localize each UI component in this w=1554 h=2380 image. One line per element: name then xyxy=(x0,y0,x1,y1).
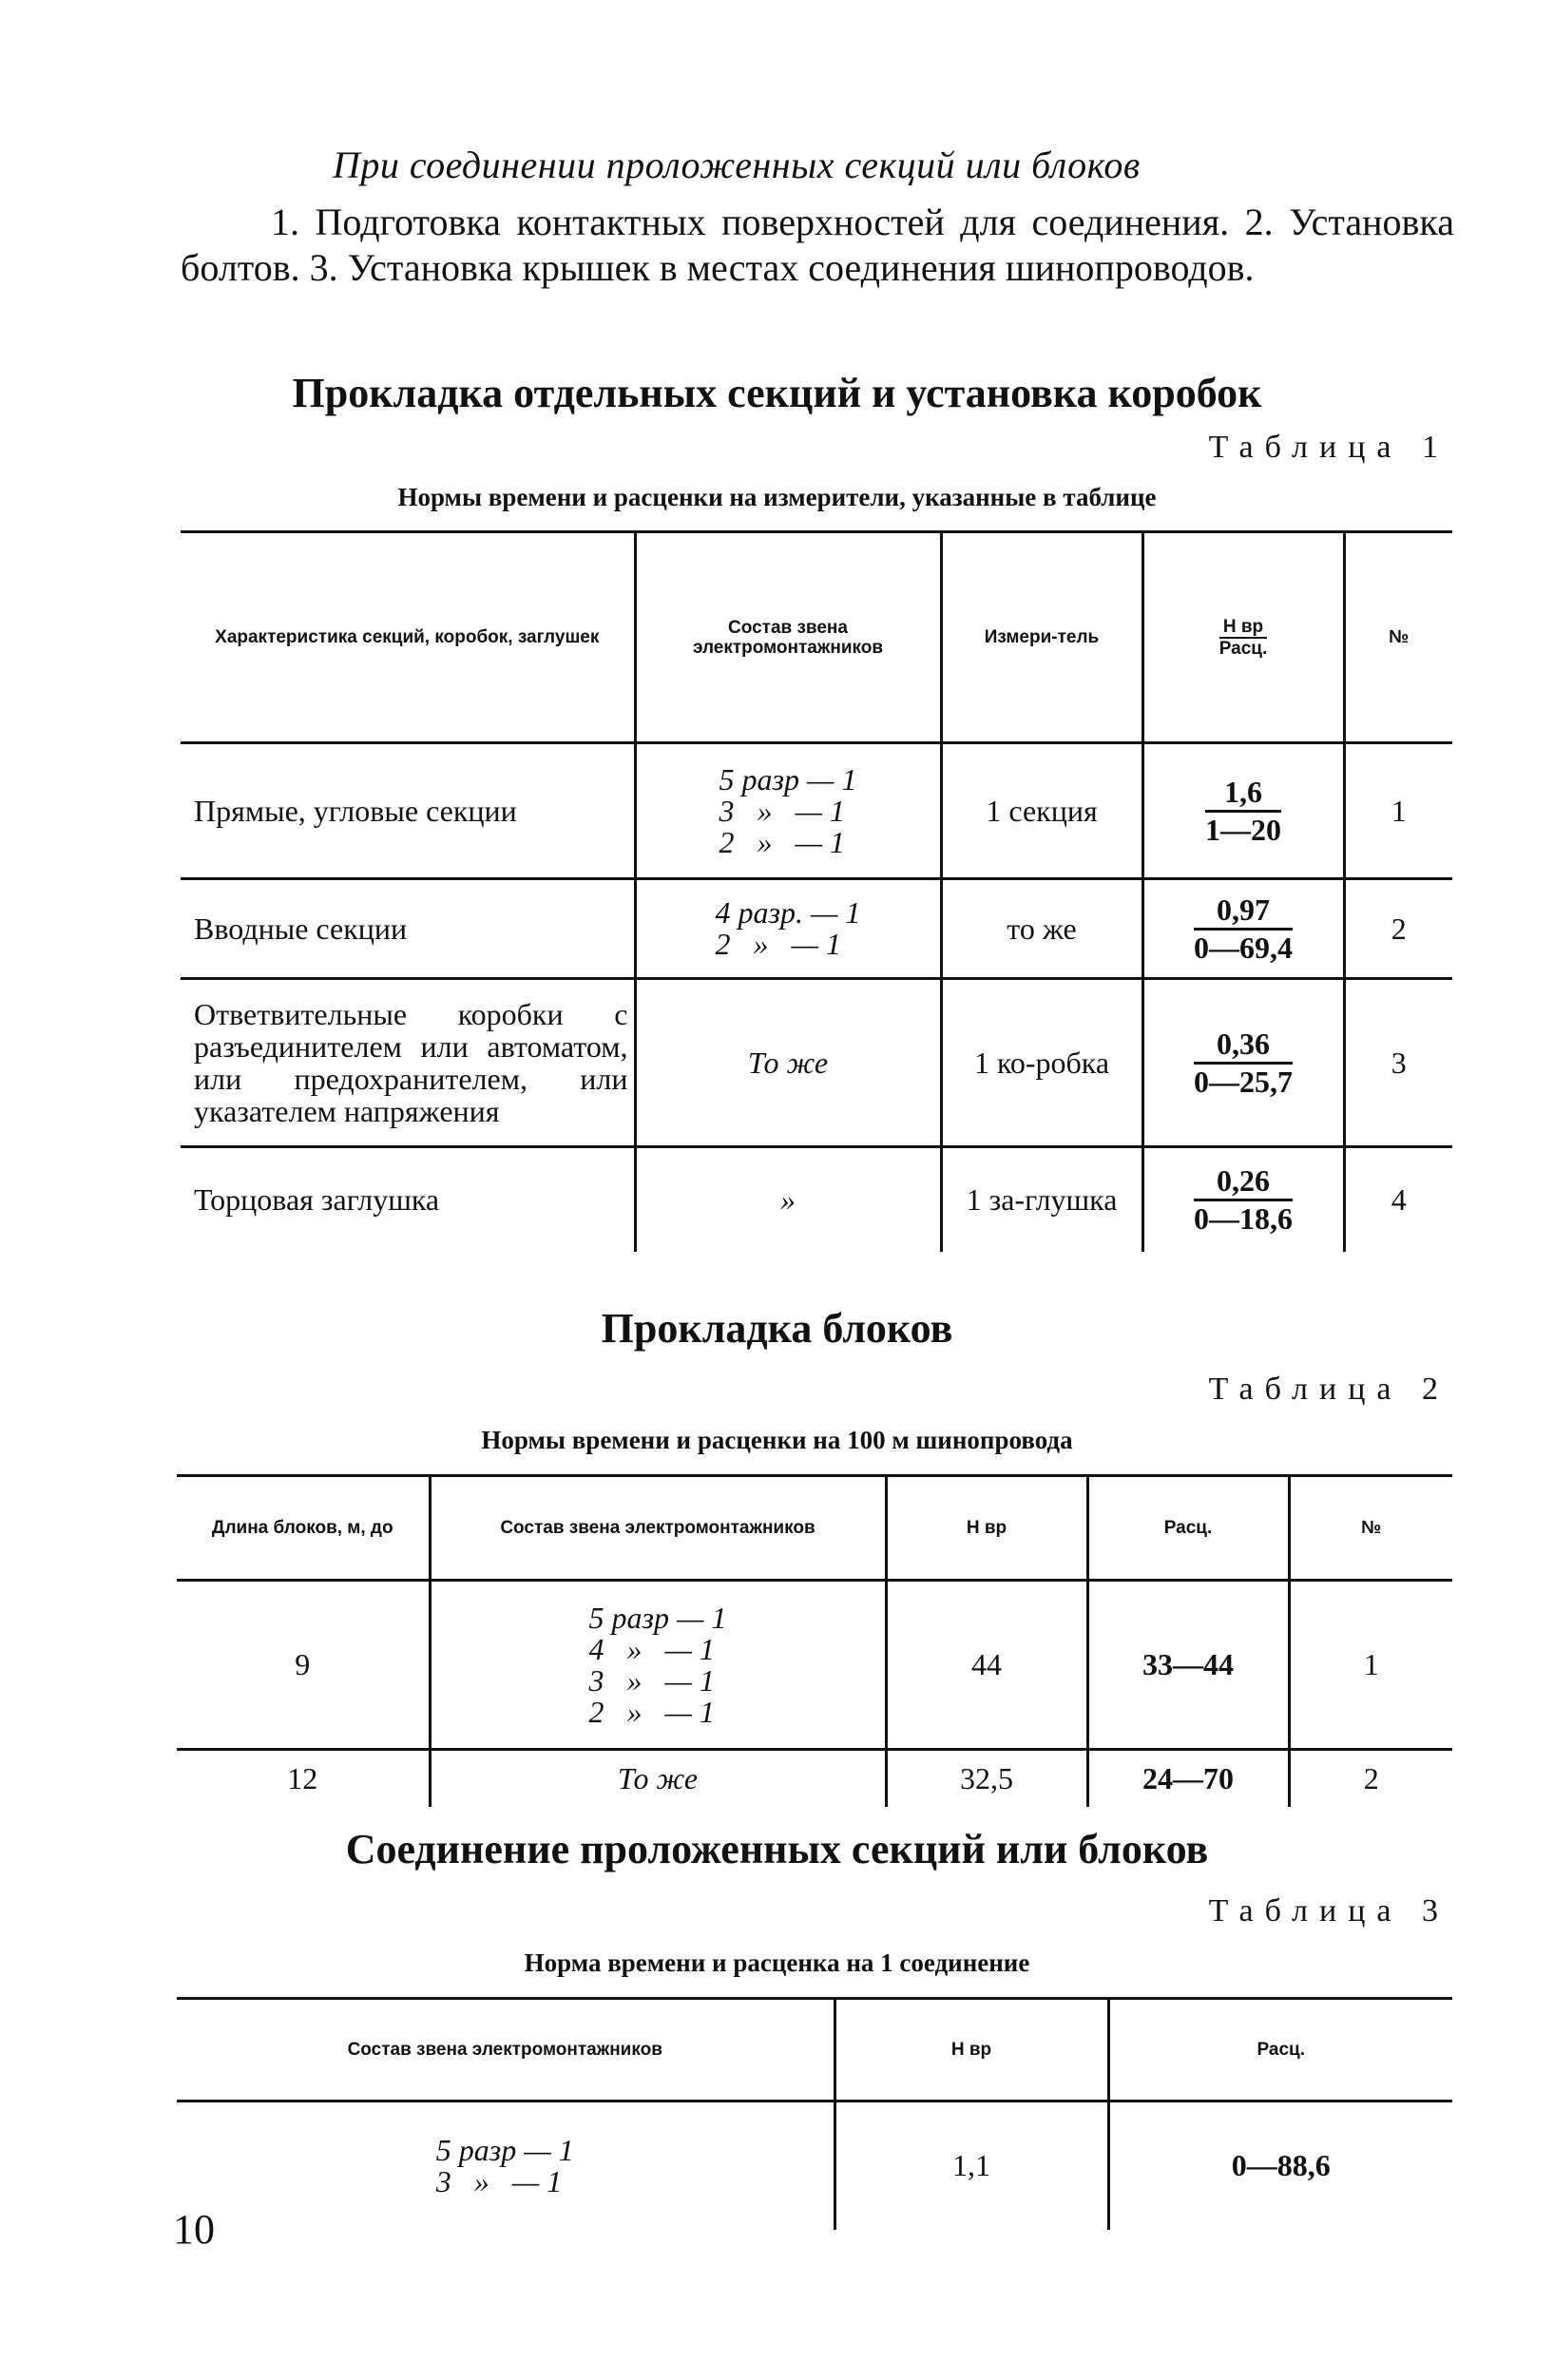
row-unit: то же xyxy=(941,879,1142,979)
table-2-header-row xyxy=(177,1476,1452,1581)
table-row xyxy=(177,1581,1452,1750)
row-rate: 33—44 xyxy=(1087,1581,1289,1750)
row-norm-rate: $\frac{1,6}{1—20}$ xyxy=(1142,743,1344,879)
row-crew: » xyxy=(635,1147,941,1252)
table-label-2: Таблица 2 xyxy=(1208,1372,1449,1407)
intro-heading: При соединении проложенных секций или блоков xyxy=(333,144,1141,186)
row-rate: 0—88,6 xyxy=(1108,2102,1452,2230)
section-title-3: Соединение проложенных секций или блоков xyxy=(345,1826,1209,1872)
col-header-crew: Состав звена электромонтажников xyxy=(635,532,941,743)
table-2 xyxy=(177,1474,1452,1807)
row-norm-rate: $\frac{0,36}{0—25,7}$ xyxy=(1142,979,1344,1147)
page-number: 10 xyxy=(173,2206,215,2253)
table-caption-2: Нормы времени и расценки на 100 м шинопровода xyxy=(481,1426,1073,1454)
row-number: 3 xyxy=(1344,979,1452,1147)
table-caption-3: Норма времени и расценка на 1 соединение xyxy=(524,1948,1030,1977)
row-description: Вводные секции xyxy=(181,879,635,979)
row-description: Торцовая заглушка xyxy=(194,1181,440,1217)
table-caption-1: Нормы времени и расценки на измерители, указанные в таблице xyxy=(397,483,1157,511)
col-header-unit: Измери-тель xyxy=(941,532,1142,743)
intro-body: 1. Подготовка контактных поверхностей для соединения. 2. Установка болтов. 3. Установка крышек в местах соединения шинопроводов. xyxy=(181,201,1454,289)
col-header-length: Длина блоков, м, до xyxy=(177,1476,430,1581)
row-crew: 5 разр — 1 4 » — 1 3 » — 1 2 » — 1 xyxy=(430,1581,886,1750)
col-header-crew: Состав звена электромонтажников xyxy=(177,1999,835,2102)
row-norm: 32,5 xyxy=(886,1750,1087,1807)
row-rate: 24—70 xyxy=(1087,1750,1289,1807)
row-number: 2 xyxy=(1289,1750,1452,1807)
table-1-header-row xyxy=(181,532,1452,743)
row-norm: 1,1 xyxy=(835,2102,1108,2230)
row-description: Ответвительные коробки с разъединителем или автоматом, или предохранителем, или указателем напряжения xyxy=(181,979,635,1147)
col-header-rate: Расц. xyxy=(1108,1999,1452,2102)
row-description: Прямые, угловые секции xyxy=(181,743,635,879)
col-header-norm: Н вр xyxy=(886,1476,1087,1581)
section-title-1: Прокладка отдельных секций и установка коробок xyxy=(292,370,1262,416)
col-header-norm: Н вр xyxy=(835,1999,1108,2102)
row-norm-rate: $\frac{0,97}{0—69,4}$ xyxy=(1142,879,1344,979)
table-row xyxy=(177,2102,1452,2230)
table-label-3: Таблица 3 xyxy=(1208,1893,1449,1929)
table-row xyxy=(181,979,1452,1147)
row-norm-rate: $\frac{0,26}{0—18,6}$ xyxy=(1142,1147,1344,1252)
col-header-rate: Расц. xyxy=(1087,1476,1289,1581)
table-3 xyxy=(177,1997,1452,2230)
row-crew: То же xyxy=(635,979,941,1147)
col-header-number: № xyxy=(1289,1476,1452,1581)
table-row xyxy=(181,879,1452,979)
table-row xyxy=(181,1147,1452,1252)
row-crew: 5 разр — 1 3 » — 1 2 » — 1 xyxy=(635,743,941,879)
row-length: 9 xyxy=(177,1581,430,1750)
row-number: 1 xyxy=(1344,743,1452,879)
row-number: 1 xyxy=(1289,1581,1452,1750)
row-crew: То же xyxy=(430,1750,886,1807)
section-title-2: Прокладка блоков xyxy=(601,1305,953,1352)
row-number: 2 xyxy=(1344,879,1452,979)
col-header-number: № xyxy=(1344,532,1452,743)
table-label-1: Таблица 1 xyxy=(1208,430,1449,465)
col-header-crew: Состав звена электромонтажников xyxy=(430,1476,886,1581)
row-crew: 4 разр. — 1 2 » — 1 xyxy=(635,879,941,979)
table-1 xyxy=(181,530,1452,1252)
col-header-norm-rate: $\frac{\text{Н вр}}{\text{Расц.}}$ xyxy=(1142,532,1344,743)
col-header-characteristic: Характеристика секций, коробок, заглушек xyxy=(181,532,635,743)
row-crew: 5 разр — 1 3 » — 1 xyxy=(435,2132,574,2198)
table-3-header-row xyxy=(177,1999,1452,2102)
row-length: 12 xyxy=(287,1760,318,1795)
table-row xyxy=(177,1750,1452,1807)
row-number: 4 xyxy=(1344,1147,1452,1252)
row-unit: 1 ко-робка xyxy=(941,979,1142,1147)
row-norm: 44 xyxy=(886,1581,1087,1750)
row-unit: 1 за-глушка xyxy=(941,1147,1142,1252)
row-unit: 1 секция xyxy=(941,743,1142,879)
table-row xyxy=(181,743,1452,879)
